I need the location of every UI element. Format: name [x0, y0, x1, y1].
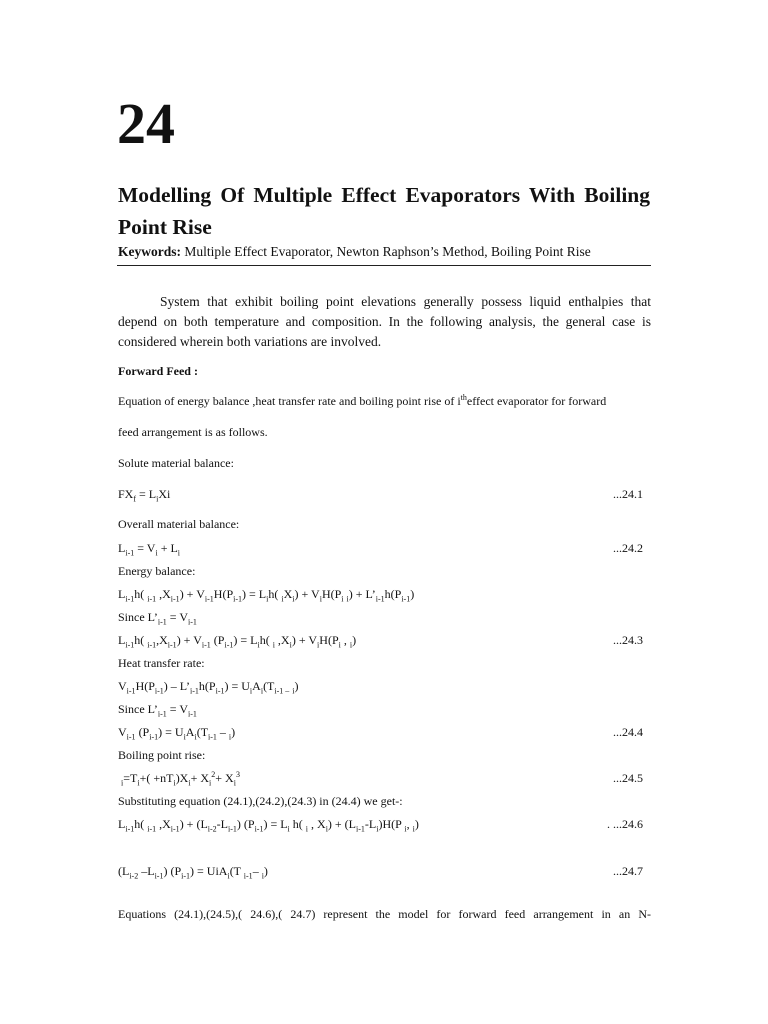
chapter-title: Modelling Of Multiple Effect Evaporators With Boiling Point Rise — [118, 183, 650, 239]
equation-24-1: $FX_f = L_iXi$ — [118, 487, 171, 504]
eq-number-24-3: ...24.3 — [613, 633, 643, 647]
intro-paragraph: System that exhibit boiling point elevations generally possess liquid enthalpies that depend on both temperature and composition. In the following analysis, the general case is considered wherein both variations are involved. — [118, 294, 651, 349]
since-condition-2: Since $L’_{i-1} = V_{i-1}$ — [118, 702, 197, 719]
title-divider — [117, 265, 651, 266]
eq-number-24-4: ...24.4 — [613, 725, 643, 739]
energy-intro-line1: Equation of energy balance ,heat transfer rate and boiling point rise of $i^{th}effect$ evaporator for forward — [118, 393, 607, 408]
energy-balance-label: Energy balance: — [118, 564, 196, 578]
heat-transfer-equation: $V_{i-1}H(P_{i-1})$ – $L’_{i-1}h(P_{i-1}) = U_iA_i(T_{i-1 -}$ $_i$) — [118, 679, 299, 696]
energy-balance-equation: $L_{i-1}h$( $_{i-1}$ $,X_{i-1}) + V_{i-1}H(P_{i-1}) = L_ih$( $_iX_i) + V_iH(P_i$ $_i) + L’_{i-1}h(P_{i-1})$ — [118, 587, 415, 604]
forward-feed-heading: Forward Feed : — [118, 364, 198, 378]
bpr-label: Boiling point rise: — [118, 748, 206, 762]
eq-number-24-1: ...24.1 — [613, 487, 643, 501]
eq-number-24-2: ...24.2 — [613, 541, 643, 555]
chapter-number: 24 — [117, 91, 175, 156]
solute-balance-label: Solute material balance: — [118, 456, 234, 470]
eq-number-24-5: ...24.5 — [613, 771, 643, 785]
eq-number-24-6: . ...24.6 — [607, 817, 643, 831]
energy-intro-line2: feed arrangement is as follows. — [118, 425, 268, 439]
since-condition-1: Since $L’_{i-1} = V_{i-1}$ — [118, 610, 197, 627]
equation-24-3: $L_{i-1}h$( $_{i-1},X_{i-1}) + V_{i-1}$ $(P_{i-1}) = L_ih$( $_i$ $,X_i) + V_iH(P_i$ , $_i$) — [118, 633, 357, 650]
equation-24-5: $_i=T_i+( +nT_i)X_i+ X_i^2+ X_i^3$ — [121, 770, 240, 788]
overall-balance-label: Overall material balance: — [118, 517, 240, 531]
eq-number-24-7: ...24.7 — [613, 864, 643, 878]
equation-24-2: $L_{i-1} = V_i + L_i$ — [118, 541, 181, 558]
equation-24-4: $V_{i-1}$ $(P_{i-1}) = U_iA_i(T_{i-1} - _i)$ — [118, 725, 236, 742]
closing-line: Equations (24.1),(24.5),( 24.6),( 24.7) represent the model for forward feed arrangement in an N- — [118, 907, 651, 921]
heat-transfer-label: Heat transfer rate: — [118, 656, 205, 670]
equation-24-7: ($L_{i-2}$ $-L_{i-1}$) $(P_{i-1}) = UiA_i(T$ $_{i-1}$– $_i$) — [118, 864, 268, 881]
substituting-text: Substituting equation (24.1),(24.2),(24.3) in (24.4) we get-: — [118, 794, 403, 808]
keywords-label: Keywords: — [118, 244, 181, 259]
equation-24-6: $L_{i-1}h$( $_{i-1}$ $,X_{i-1}) + (L_{i-2}-L_{i-1})$ $(P_{i-1}) = L_i$ h( $_i$ , $X_i) + (L_{i-1}-L_i)H(P$ $_i$, $_i$) — [118, 817, 419, 834]
keywords-text: Multiple Effect Evaporator, Newton Raphson’s Method, Boiling Point Rise — [184, 244, 591, 259]
keywords-line — [118, 244, 591, 260]
